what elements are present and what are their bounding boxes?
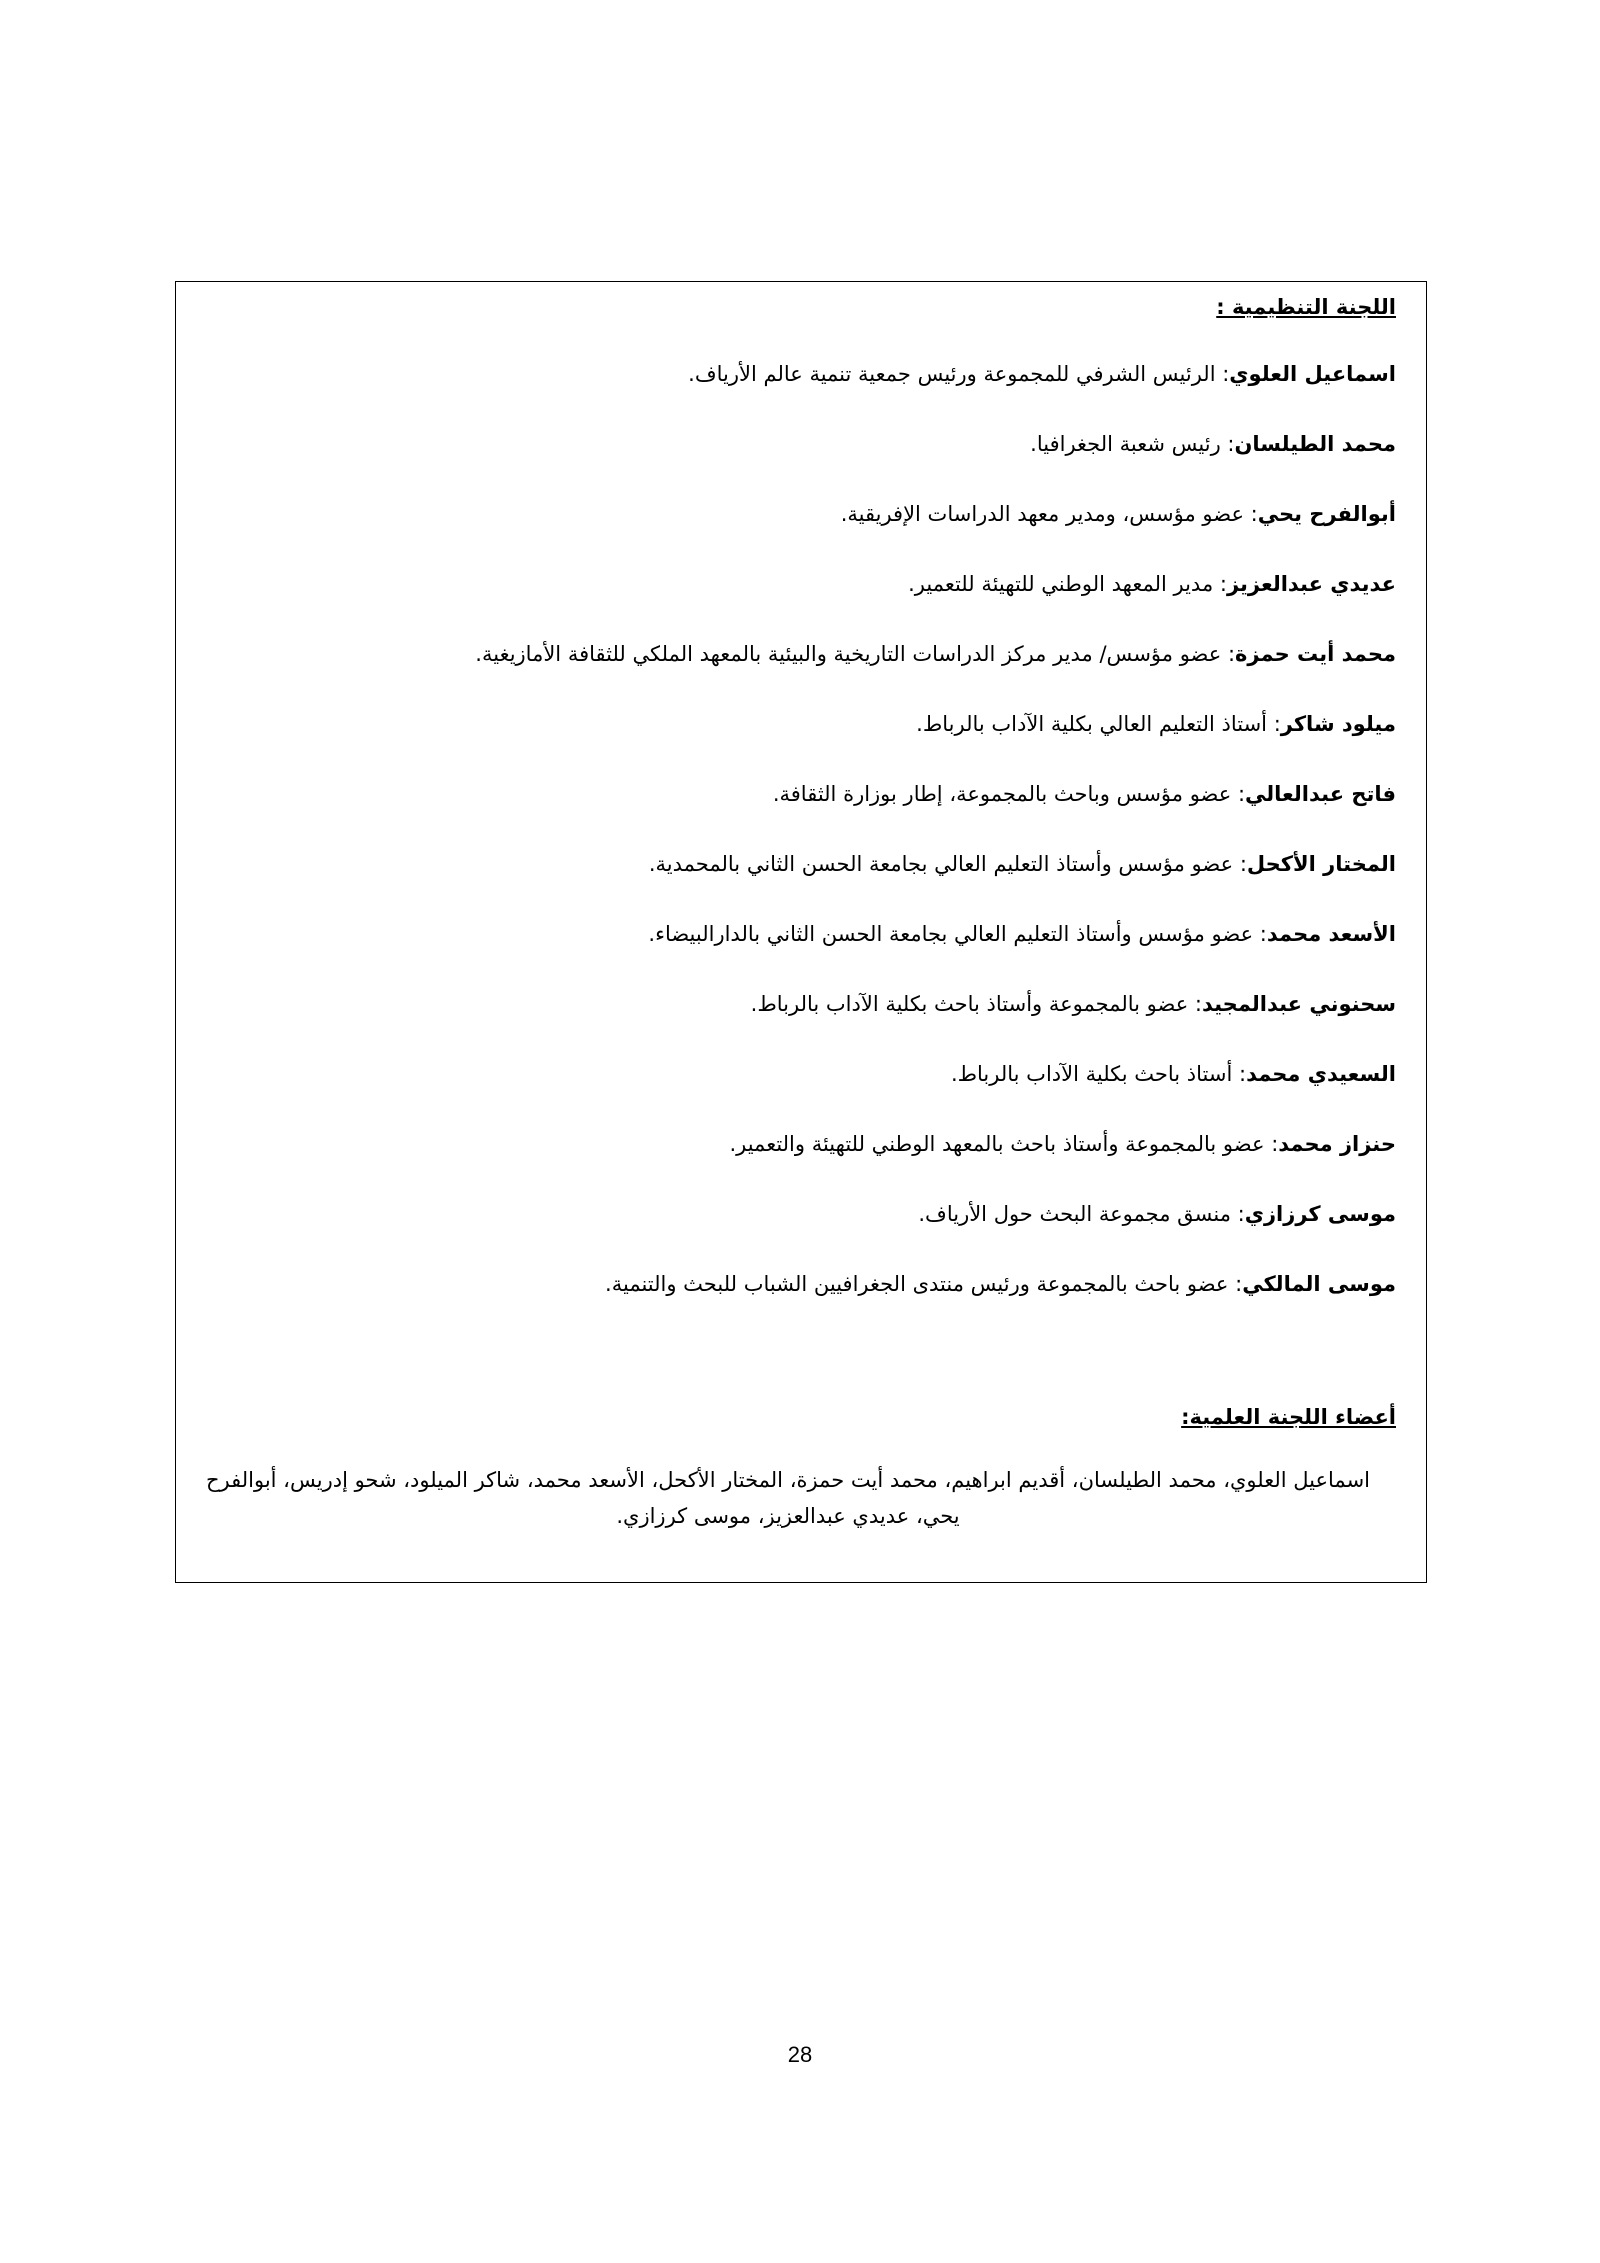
committee-member: [475, 569, 1396, 639]
scientific-committee-heading: أعضاء اللجنة العلمية:: [1181, 1405, 1396, 1429]
member-name: المختار الأكحل: [1246, 852, 1396, 876]
member-name: السعيدي محمد: [1246, 1062, 1396, 1086]
scientific-committee-members: اسماعيل العلوي، محمد الطيلسان، أقديم ابراهيم، محمد أيت حمزة، المختار الأكحل، الأسعد محمد، شاكر الميلود، شحو إدريس، أبوالفرح يحي، عديدي عبدالعزيز، موسى كرزازي.: [205, 1468, 1370, 1528]
member-role: : مدير المعهد الوطني للتهيئة للتعمير.: [908, 572, 1227, 596]
member-name: فاتح عبدالعالي: [1245, 782, 1396, 806]
committee-member: [475, 849, 1396, 919]
organizing-committee-heading: اللجنة التنظيمية :: [1216, 295, 1396, 319]
member-role: : عضو باحث بالمجموعة ورئيس منتدى الجغرافيين الشباب للبحث والتنمية.: [605, 1272, 1243, 1296]
member-name: محمد الطيلسان: [1234, 432, 1396, 456]
committee-member: [475, 1199, 1396, 1269]
organizing-committee-list: [475, 359, 1396, 1339]
member-role: : عضو مؤسس/ مدير مركز الدراسات التاريخية والبيئية بالمعهد الملكي للثقافة الأمازيغية.: [475, 642, 1236, 666]
member-name: موسى كرزازي: [1244, 1202, 1396, 1226]
member-name: محمد أيت حمزة: [1235, 642, 1396, 666]
committee-member: [475, 779, 1396, 849]
committee-member: [475, 359, 1396, 429]
member-role: : الرئيس الشرفي للمجموعة ورئيس جمعية تنمية عالم الأرياف.: [688, 362, 1230, 386]
committee-member: [475, 499, 1396, 569]
member-name: ميلود شاكر: [1280, 712, 1396, 736]
committee-member: [475, 1269, 1396, 1339]
committee-member: [475, 639, 1396, 709]
member-role: : عضو مؤسس وأستاذ التعليم العالي بجامعة الحسن الثاني بالدارالبيضاء.: [648, 922, 1267, 946]
member-role: : عضو بالمجموعة وأستاذ باحث بالمعهد الوطني للتهيئة والتعمير.: [729, 1132, 1279, 1156]
member-role: : رئيس شعبة الجغرافيا.: [1030, 432, 1235, 456]
committee-member: [475, 919, 1396, 989]
member-name: اسماعيل العلوي: [1229, 362, 1396, 386]
member-role: : عضو مؤسس، ومدير معهد الدراسات الإفريقية.: [840, 502, 1258, 526]
member-role: : عضو مؤسس وباحث بالمجموعة، إطار بوزارة الثقافة.: [772, 782, 1246, 806]
member-role: : أستاذ التعليم العالي بكلية الآداب بالرباط.: [916, 712, 1281, 736]
member-name: الأسعد محمد: [1266, 922, 1396, 946]
committees-box: [175, 281, 1427, 1583]
committee-member: [475, 1059, 1396, 1129]
page-number: 28: [787, 2042, 813, 2067]
member-role: : منسق مجموعة البحث حول الأرياف.: [918, 1202, 1245, 1226]
member-name: حنزاز محمد: [1278, 1132, 1396, 1156]
member-name: عديدي عبدالعزيز: [1226, 572, 1396, 596]
member-role: : عضو بالمجموعة وأستاذ باحث بكلية الآداب بالرباط.: [750, 992, 1202, 1016]
committee-member: [475, 1129, 1396, 1199]
member-role: : أستاذ باحث بكلية الآداب بالرباط.: [950, 1062, 1247, 1086]
committee-member: [475, 429, 1396, 499]
committee-member: [475, 989, 1396, 1059]
member-name: سحنوني عبدالمجيد: [1201, 992, 1396, 1016]
member-name: موسى المالكي: [1242, 1272, 1396, 1296]
member-name: أبوالفرح يحي: [1257, 502, 1396, 526]
committee-member: [475, 709, 1396, 779]
member-role: : عضو مؤسس وأستاذ التعليم العالي بجامعة الحسن الثاني بالمحمدية.: [648, 852, 1247, 876]
